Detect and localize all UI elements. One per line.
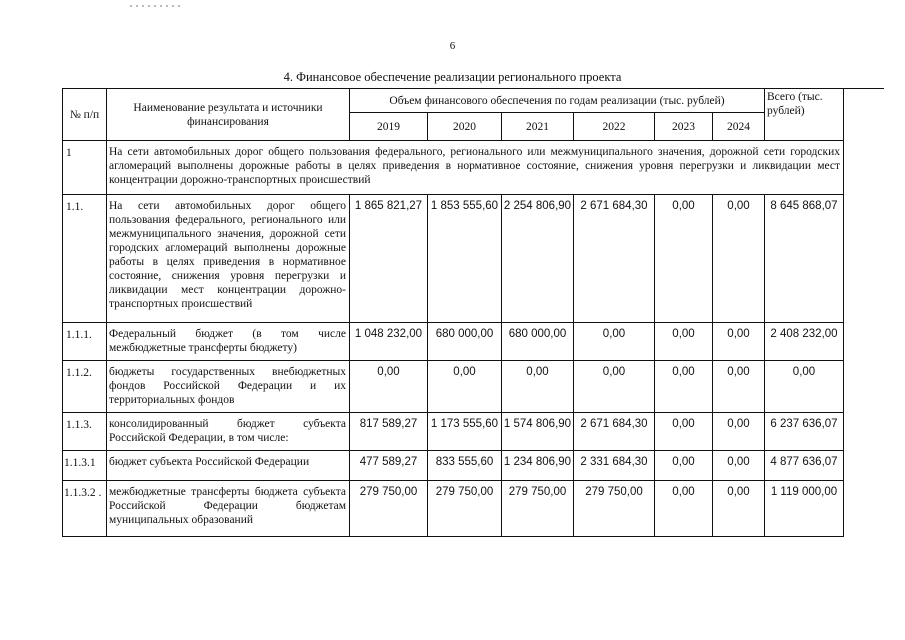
value-cell: 0,00 — [350, 361, 428, 413]
value-cell: 2 254 806,90 — [502, 195, 574, 323]
header-volume: Объем финансового обеспечения по годам реализации (тыс. рублей) — [350, 89, 765, 113]
row-num: 1.1.2. — [63, 361, 107, 413]
total-cell: 6 237 636,07 — [765, 413, 844, 451]
value-cell: 0,00 — [655, 481, 713, 537]
value-cell: 0,00 — [502, 361, 574, 413]
row-name: На сети автомобильных дорог общего пользования федерального, регионального или межмуниципального значения, дорожной сети городских агломераций выполнены дорожные работы в целях приведения в нормативное состояние, снижения уровня перегрузки и ликвидации мест концентрации дорожно-транспортных происшествий — [107, 195, 350, 323]
value-cell: 2 331 684,30 — [574, 451, 655, 481]
section-num: 1 — [63, 141, 107, 195]
value-cell: 0,00 — [655, 413, 713, 451]
header-name: Наименование результата и источники финансирования — [107, 89, 350, 141]
value-cell: 279 750,00 — [428, 481, 502, 537]
row-num: 1.1.1. — [63, 323, 107, 361]
value-cell: 1 234 806,90 — [502, 451, 574, 481]
total-cell: 1 119 000,00 — [765, 481, 844, 537]
row-name: консолидированный бюджет субъекта Российской Федерации, в том числе: — [107, 413, 350, 451]
table-row — [63, 361, 844, 413]
total-cell: 0,00 — [765, 361, 844, 413]
value-cell: 0,00 — [574, 361, 655, 413]
table-border-stub — [844, 88, 884, 89]
header-year: 2021 — [502, 113, 574, 141]
table-row — [63, 481, 844, 537]
value-cell: 477 589,27 — [350, 451, 428, 481]
header-year: 2020 — [428, 113, 502, 141]
total-cell: 2 408 232,00 — [765, 323, 844, 361]
header-year: 2024 — [713, 113, 765, 141]
value-cell: 0,00 — [428, 361, 502, 413]
row-num: 1.1.3.2 . — [63, 481, 107, 537]
value-cell: 1 574 806,90 — [502, 413, 574, 451]
value-cell: 817 589,27 — [350, 413, 428, 451]
value-cell: 0,00 — [713, 413, 765, 451]
value-cell: 2 671 684,30 — [574, 413, 655, 451]
value-cell: 279 750,00 — [574, 481, 655, 537]
total-cell: 4 877 636,07 — [765, 451, 844, 481]
row-num: 1.1. — [63, 195, 107, 323]
row-name: бюджеты государственных внебюджетных фондов Российской Федерации и их территориальных фондов — [107, 361, 350, 413]
page-number: 6 — [449, 40, 456, 52]
section-text: На сети автомобильных дорог общего пользования федерального, регионального или межмуниципального значения, дорожной сети городских агломераций выполнены дорожные работы в целях приведения в нормативное состояние, снижения уровня перегрузки и ликвидации мест концентрации дорожно-транспортных происшествий — [107, 141, 844, 195]
table-row — [63, 323, 844, 361]
value-cell: 279 750,00 — [502, 481, 574, 537]
value-cell: 0,00 — [713, 195, 765, 323]
header-year: 2023 — [655, 113, 713, 141]
value-cell: 680 000,00 — [502, 323, 574, 361]
header-total: Всего (тыс. рублей) — [765, 89, 844, 141]
header-num: № п/п — [63, 89, 107, 141]
value-cell: 0,00 — [713, 323, 765, 361]
row-name: Федеральный бюджет (в том числе межбюджетные трансферты бюджету) — [107, 323, 350, 361]
value-cell: 2 671 684,30 — [574, 195, 655, 323]
table-row — [63, 451, 844, 481]
value-cell: 0,00 — [713, 361, 765, 413]
scan-artifact — [130, 5, 180, 7]
header-year: 2019 — [350, 113, 428, 141]
value-cell: 0,00 — [655, 195, 713, 323]
value-cell: 0,00 — [655, 323, 713, 361]
header-year: 2022 — [574, 113, 655, 141]
value-cell: 279 750,00 — [350, 481, 428, 537]
value-cell: 1 865 821,27 — [350, 195, 428, 323]
row-name: межбюджетные трансферты бюджета субъекта Российской Федерации бюджетам муниципальных образований — [107, 481, 350, 537]
total-cell: 8 645 868,07 — [765, 195, 844, 323]
table-row — [63, 195, 844, 323]
value-cell: 0,00 — [574, 323, 655, 361]
value-cell: 0,00 — [713, 451, 765, 481]
row-num: 1.1.3.1 — [63, 451, 107, 481]
value-cell: 1 048 232,00 — [350, 323, 428, 361]
value-cell: 833 555,60 — [428, 451, 502, 481]
value-cell: 0,00 — [655, 451, 713, 481]
value-cell: 0,00 — [713, 481, 765, 537]
value-cell: 0,00 — [655, 361, 713, 413]
table-title: 4. Финансовое обеспечение реализации регионального проекта — [283, 70, 622, 84]
value-cell: 680 000,00 — [428, 323, 502, 361]
value-cell: 1 173 555,60 — [428, 413, 502, 451]
table-row — [63, 413, 844, 451]
row-num: 1.1.3. — [63, 413, 107, 451]
finance-table — [62, 88, 844, 537]
row-name: бюджет субъекта Российской Федерации — [107, 451, 350, 481]
section-row — [63, 141, 844, 195]
value-cell: 1 853 555,60 — [428, 195, 502, 323]
